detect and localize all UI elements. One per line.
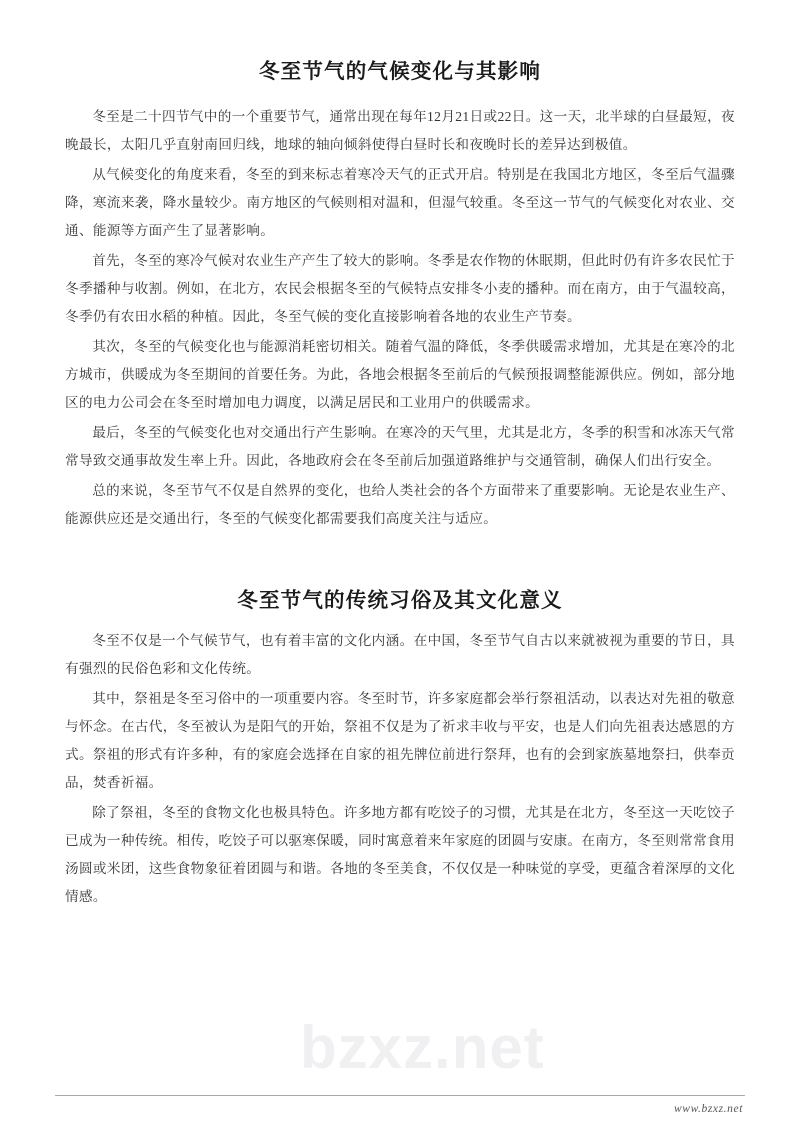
section-2 [65,533,735,912]
section-2-title: 冬至节气的传统习俗及其文化意义 [237,588,563,612]
background-watermark: bzxz.net [300,1014,545,1081]
paragraph: 首先，冬至的寒冷气候对农业生产产生了较大的影响。冬季是农作物的休眠期，但此时仍有许多农民忙于冬季播种与收割。例如，在北方，农民会根据冬至的气候特点安排冬小麦的播种。而在南方，由于气温较高，冬季仍有农田水稻的种植。因此，冬至气候的变化直接影响着各地的农业生产节奏。 [65,252,735,324]
paragraph: 除了祭祖，冬至的食物文化也极具特色。许多地方都有吃饺子的习惯，尤其是在北方，冬至这一天吃饺子已成为一种传统。相传，吃饺子可以驱寒保暖，同时寓意着来年家庭的团圆与安康。在南方，冬至则常常食用汤圆或米团，这些食物象征着团圆与和谐。各地的冬至美食，不仅仅是一种味觉的享受，更蕴含着深厚的文化情感。 [65,805,735,905]
section-1 [65,0,735,533]
paragraph: 从气候变化的角度来看，冬至的到来标志着寒冷天气的正式开启。特别是在我国北方地区，冬至后气温骤降，寒流来袭，降水量较少。南方地区的气候则相对温和，但湿气较重。冬至这一节气的气候变化对农业、交通、能源等方面产生了显著影响。 [65,166,735,238]
footer-url: www.bzxz.net [674,1103,743,1115]
paragraph: 其中，祭祖是冬至习俗中的一项重要内容。冬至时节，许多家庭都会举行祭祖活动，以表达对先祖的敬意与怀念。在古代，冬至被认为是阳气的开始，祭祖不仅是为了祈求丰收与平安，也是人们向先祖表达感恩的方式。祭祖的形式有许多种，有的家庭会选择在自家的祖先牌位前进行祭拜，也有的会到家族墓地祭扫，供奉贡品，焚香祈福。 [65,691,735,791]
paragraph: 总的来说，冬至节气不仅是自然界的变化，也给人类社会的各个方面带来了重要影响。无论是农业生产、能源供应还是交通出行，冬至的气候变化都需要我们高度关注与适应。 [65,482,735,526]
section-2-body [65,615,735,911]
section-1-title: 冬至节气的气候变化与其影响 [258,60,542,83]
paragraph: 冬至是二十四节气中的一个重要节气，通常出现在每年12月21日或22日。这一天，北半球的白昼最短，夜晚最长，太阳几乎直射南回归线，地球的轴向倾斜使得白昼时长和夜晚时长的差异达到极值。 [65,108,735,152]
page-footer [0,1095,800,1131]
paragraph: 冬至不仅是一个气候节气，也有着丰富的文化内涵。在中国，冬至节气自古以来就被视为重要的节日，具有强烈的民俗色彩和文化传统。 [65,633,735,677]
section-1-body [65,87,735,533]
footer-spacer [65,911,735,949]
paragraph: 最后，冬至的气候变化也对交通出行产生影响。在寒冷的天气里，尤其是北方，冬季的积雪和冰冻天气常常导致交通事故发生率上升。因此，各地政府会在冬至前后加强道路维护与交通管制，确保人们出行安全。 [65,424,735,468]
paragraph: 其次，冬至的气候变化也与能源消耗密切相关。随着气温的降低，冬季供暖需求增加，尤其是在寒冷的北方城市，供暖成为冬至期间的首要任务。为此，各地会根据冬至前后的气候预报调整能源供应。例如，部分地区的电力公司会在冬至时增加电力调度，以满足居民和工业用户的供暖需求。 [65,338,735,410]
